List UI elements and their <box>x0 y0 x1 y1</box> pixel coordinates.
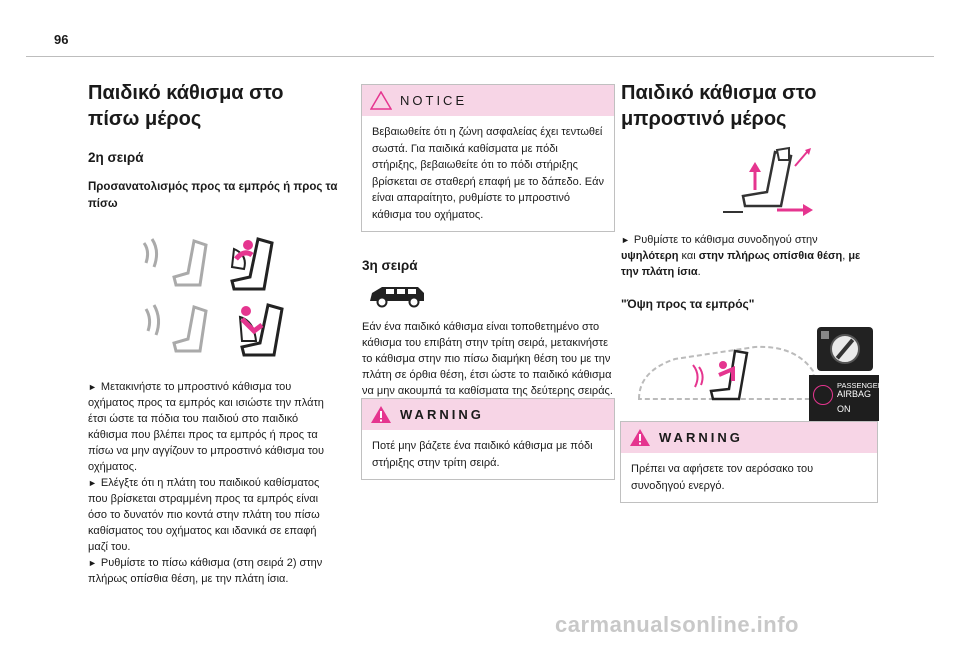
notice-header <box>362 85 614 116</box>
row3-text: Εάν ένα παιδικό κάθισμα είναι τοποθετημένο στο κάθισμα του επιβάτη στην τρίτη σειρά, μετακινήστε το κάθισμα στην πιο πίσω διαμήκη θέση του με την πλάτη σε όρθια θέση, έτσι ώστε το παιδικό κάθισμα να μην ακουμπά τα καθίσματα της δεύτερης σειράς. <box>362 321 613 397</box>
rear-facing-seat-illustration <box>136 233 306 293</box>
car-interior-illustration <box>635 341 820 411</box>
airbag-switch-icon <box>817 327 873 371</box>
page-number: 96 <box>54 32 69 47</box>
right-column <box>621 80 884 425</box>
warning-text: Πρέπει να αφήσετε τον αερόσακο του συνοδηγού ενεργό. <box>631 463 814 492</box>
bullet-arrow-icon: ► <box>88 558 97 568</box>
bullet-arrow-icon: ► <box>88 478 97 488</box>
instructions <box>88 379 338 587</box>
airbag-label-line1: PASSENGER <box>837 381 884 390</box>
forward-facing-seat-illustration <box>136 297 306 359</box>
bullet-arrow-icon: ► <box>88 382 97 392</box>
facing-heading: "Όψη προς τα εμπρός" <box>621 297 755 311</box>
front-section-title: Παιδικό κάθισμα στο μπροστινό μέρος <box>621 82 817 130</box>
row3-heading: 3η σειρά <box>362 258 418 273</box>
warning-icon <box>370 405 392 424</box>
row3-section <box>362 258 612 399</box>
airbag-off-icon <box>813 385 833 405</box>
bullet-arrow-icon: ► <box>621 235 630 245</box>
row2-heading: 2η σειρά <box>88 150 144 165</box>
orientation-heading: Προσανατολισμός προς τα εμπρός ή προς τα πίσω <box>88 181 338 210</box>
front-seat-adjust-illustration <box>719 146 829 218</box>
header-rule <box>26 56 934 57</box>
warning-text: Ποτέ μην βάζετε ένα παιδικό κάθισμα με πόδι στήριξης στην τρίτη σειρά. <box>372 440 593 469</box>
left-column <box>88 80 338 587</box>
bullet-1: ► Μετακινήστε το μπροστινό κάθισμα του οχήματος προς τα εμπρός και ισιώστε την πλάτη έτσι ώστε τα πόδια του παιδιού στο παιδικό κάθισμα που βλέπει προς τα εμπρός ή προς τα πίσω να μην αγγίζουν το μπροστινό κάθισμα του οχήματος. <box>88 381 325 473</box>
vehicle-silhouette-icon <box>366 283 428 309</box>
bullet-2: ► Ελέγξτε ότι η πλάτη του παιδικού καθίσματος που βρίσκεται στραμμένη προς τα εμπρός είναι όσο το δυνατόν πιο κοντά στην πλάτη του πίσω καθίσματος του οχήματος και ιδανικά σε επαφή μαζί του. <box>88 477 320 553</box>
notice-box <box>361 84 615 232</box>
airbag-label-line2: AIRBAG <box>837 389 872 399</box>
warning-label: WARNING <box>400 407 484 422</box>
airbag-label-line3: ON <box>837 404 851 414</box>
front-instruction: ► Ρυθμίστε το κάθισμα συνοδηγού στην υψηλότερη και στην πλήρως οπίσθια θέση, με την πλάτη ίσια. <box>621 234 861 278</box>
warning-header <box>362 399 614 430</box>
warning-icon <box>629 428 651 447</box>
airbag-illustration-group <box>621 325 884 425</box>
warning-box-right <box>620 421 878 503</box>
passenger-airbag-indicator <box>809 375 884 421</box>
warning-header <box>621 422 877 453</box>
notice-icon <box>370 91 392 110</box>
warning-box-middle <box>361 398 615 480</box>
watermark: carmanualsonline.info <box>555 612 799 637</box>
section-title: Παιδικό κάθισμα στο πίσω μέρος <box>88 82 284 130</box>
warning-label: WARNING <box>659 430 743 445</box>
notice-label: NOTICE <box>400 93 468 108</box>
bullet-3: ► Ρυθμίστε το πίσω κάθισμα (στη σειρά 2) στην πλήρως οπίσθια θέση, με την πλάτη ίσια. <box>88 557 323 585</box>
notice-text: Βεβαιωθείτε ότι η ζώνη ασφαλείας έχει τεντωθεί σωστά. Για παιδικά καθίσματα με πόδι στήριξης, βεβαιωθείτε ότι το πόδι στήριξης βρίσκεται σε σταθερή επαφή με το δάπεδο. Εάν είναι απαραίτητο, ρυθμίστε το μπροστινό κάθισμα του οχήματος. <box>372 126 604 221</box>
